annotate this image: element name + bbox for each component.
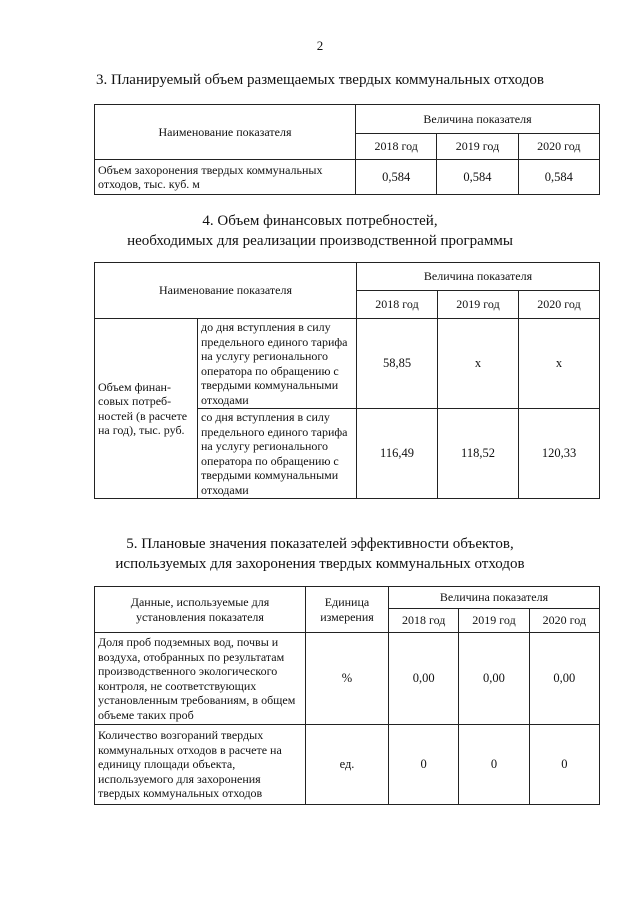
value-fires-2018: 0 [389,725,459,805]
section-5-title-line1: 5. Плановые значения показателей эффективности объектов, [126,536,514,552]
row-label-after: со дня вступления в силу предельного единого тарифа на услугу регионального оператора по обращению с твердыми коммунальными отходами [198,409,357,499]
value-after-2019: 118,52 [438,409,519,499]
year-2018: 2018 год [357,291,438,319]
year-2020: 2020 год [529,609,599,633]
value-samples-2018: 0,00 [389,633,459,725]
year-2018: 2018 год [356,134,437,160]
section-5-title-line2: используемых для захоронения твердых коммунальных отходов [115,556,525,572]
value-after-2018: 116,49 [357,409,438,499]
table-planned-volume [94,104,600,195]
header-indicator-value: Величина показателя [356,105,600,134]
value-before-2020: x [519,319,600,409]
unit-samples: % [306,633,389,725]
table-financial-needs [94,262,600,499]
year-2019: 2019 год [459,609,529,633]
row-label-fires: Количество возгораний твердых коммунальных отходов в расчете на единицу площади объекта, используемого для захоронения твердых коммунальных отходов [95,725,306,805]
year-2020: 2020 год [519,291,600,319]
year-2019: 2019 год [437,134,518,160]
value-samples-2019: 0,00 [459,633,529,725]
header-data: Данные, используемые для установления показателя [95,587,306,633]
header-indicator-name: Наименование показателя [95,105,356,160]
section-4-title-line1: 4. Объем финансовых потребностей, [202,213,438,229]
value-after-2020: 120,33 [519,409,600,499]
value-before-2018: 58,85 [357,319,438,409]
year-2019: 2019 год [438,291,519,319]
row-label-before: до дня вступления в силу предельного единого тарифа на услугу регионального оператора по обращению с твердыми коммунальными отходами [198,319,357,409]
header-unit: Единица измерения [306,587,389,633]
value-samples-2020: 0,00 [529,633,599,725]
value-fires-2019: 0 [459,725,529,805]
year-2020: 2020 год [518,134,599,160]
header-indicator-value: Величина показателя [357,263,600,291]
value-2019: 0,584 [437,160,518,195]
header-indicator-name: Наименование показателя [95,263,357,319]
unit-fires: ед. [306,725,389,805]
row-label: Объем захоронения твердых коммунальных отходов, тыс. куб. м [95,160,356,195]
value-2020: 0,584 [518,160,599,195]
group-label: Объем финан-совых потреб-ностей (в расчете на год), тыс. руб. [95,319,198,499]
year-2018: 2018 год [389,609,459,633]
value-fires-2020: 0 [529,725,599,805]
section-4-title-line2: необходимых для реализации производственной программы [127,233,513,249]
section-3-title: 3. Планируемый объем размещаемых твердых коммунальных отходов [95,72,545,88]
header-indicator-value: Величина показателя [389,587,600,609]
row-label-samples: Доля проб подземных вод, почвы и воздуха, отобранных по результатам производственного экологического контроля, не соответствующих установленным требованиям, в общем объеме таких проб [95,633,306,725]
value-before-2019: x [438,319,519,409]
page-number: 2 [316,38,324,53]
value-2018: 0,584 [356,160,437,195]
table-efficiency-indicators [94,586,600,805]
